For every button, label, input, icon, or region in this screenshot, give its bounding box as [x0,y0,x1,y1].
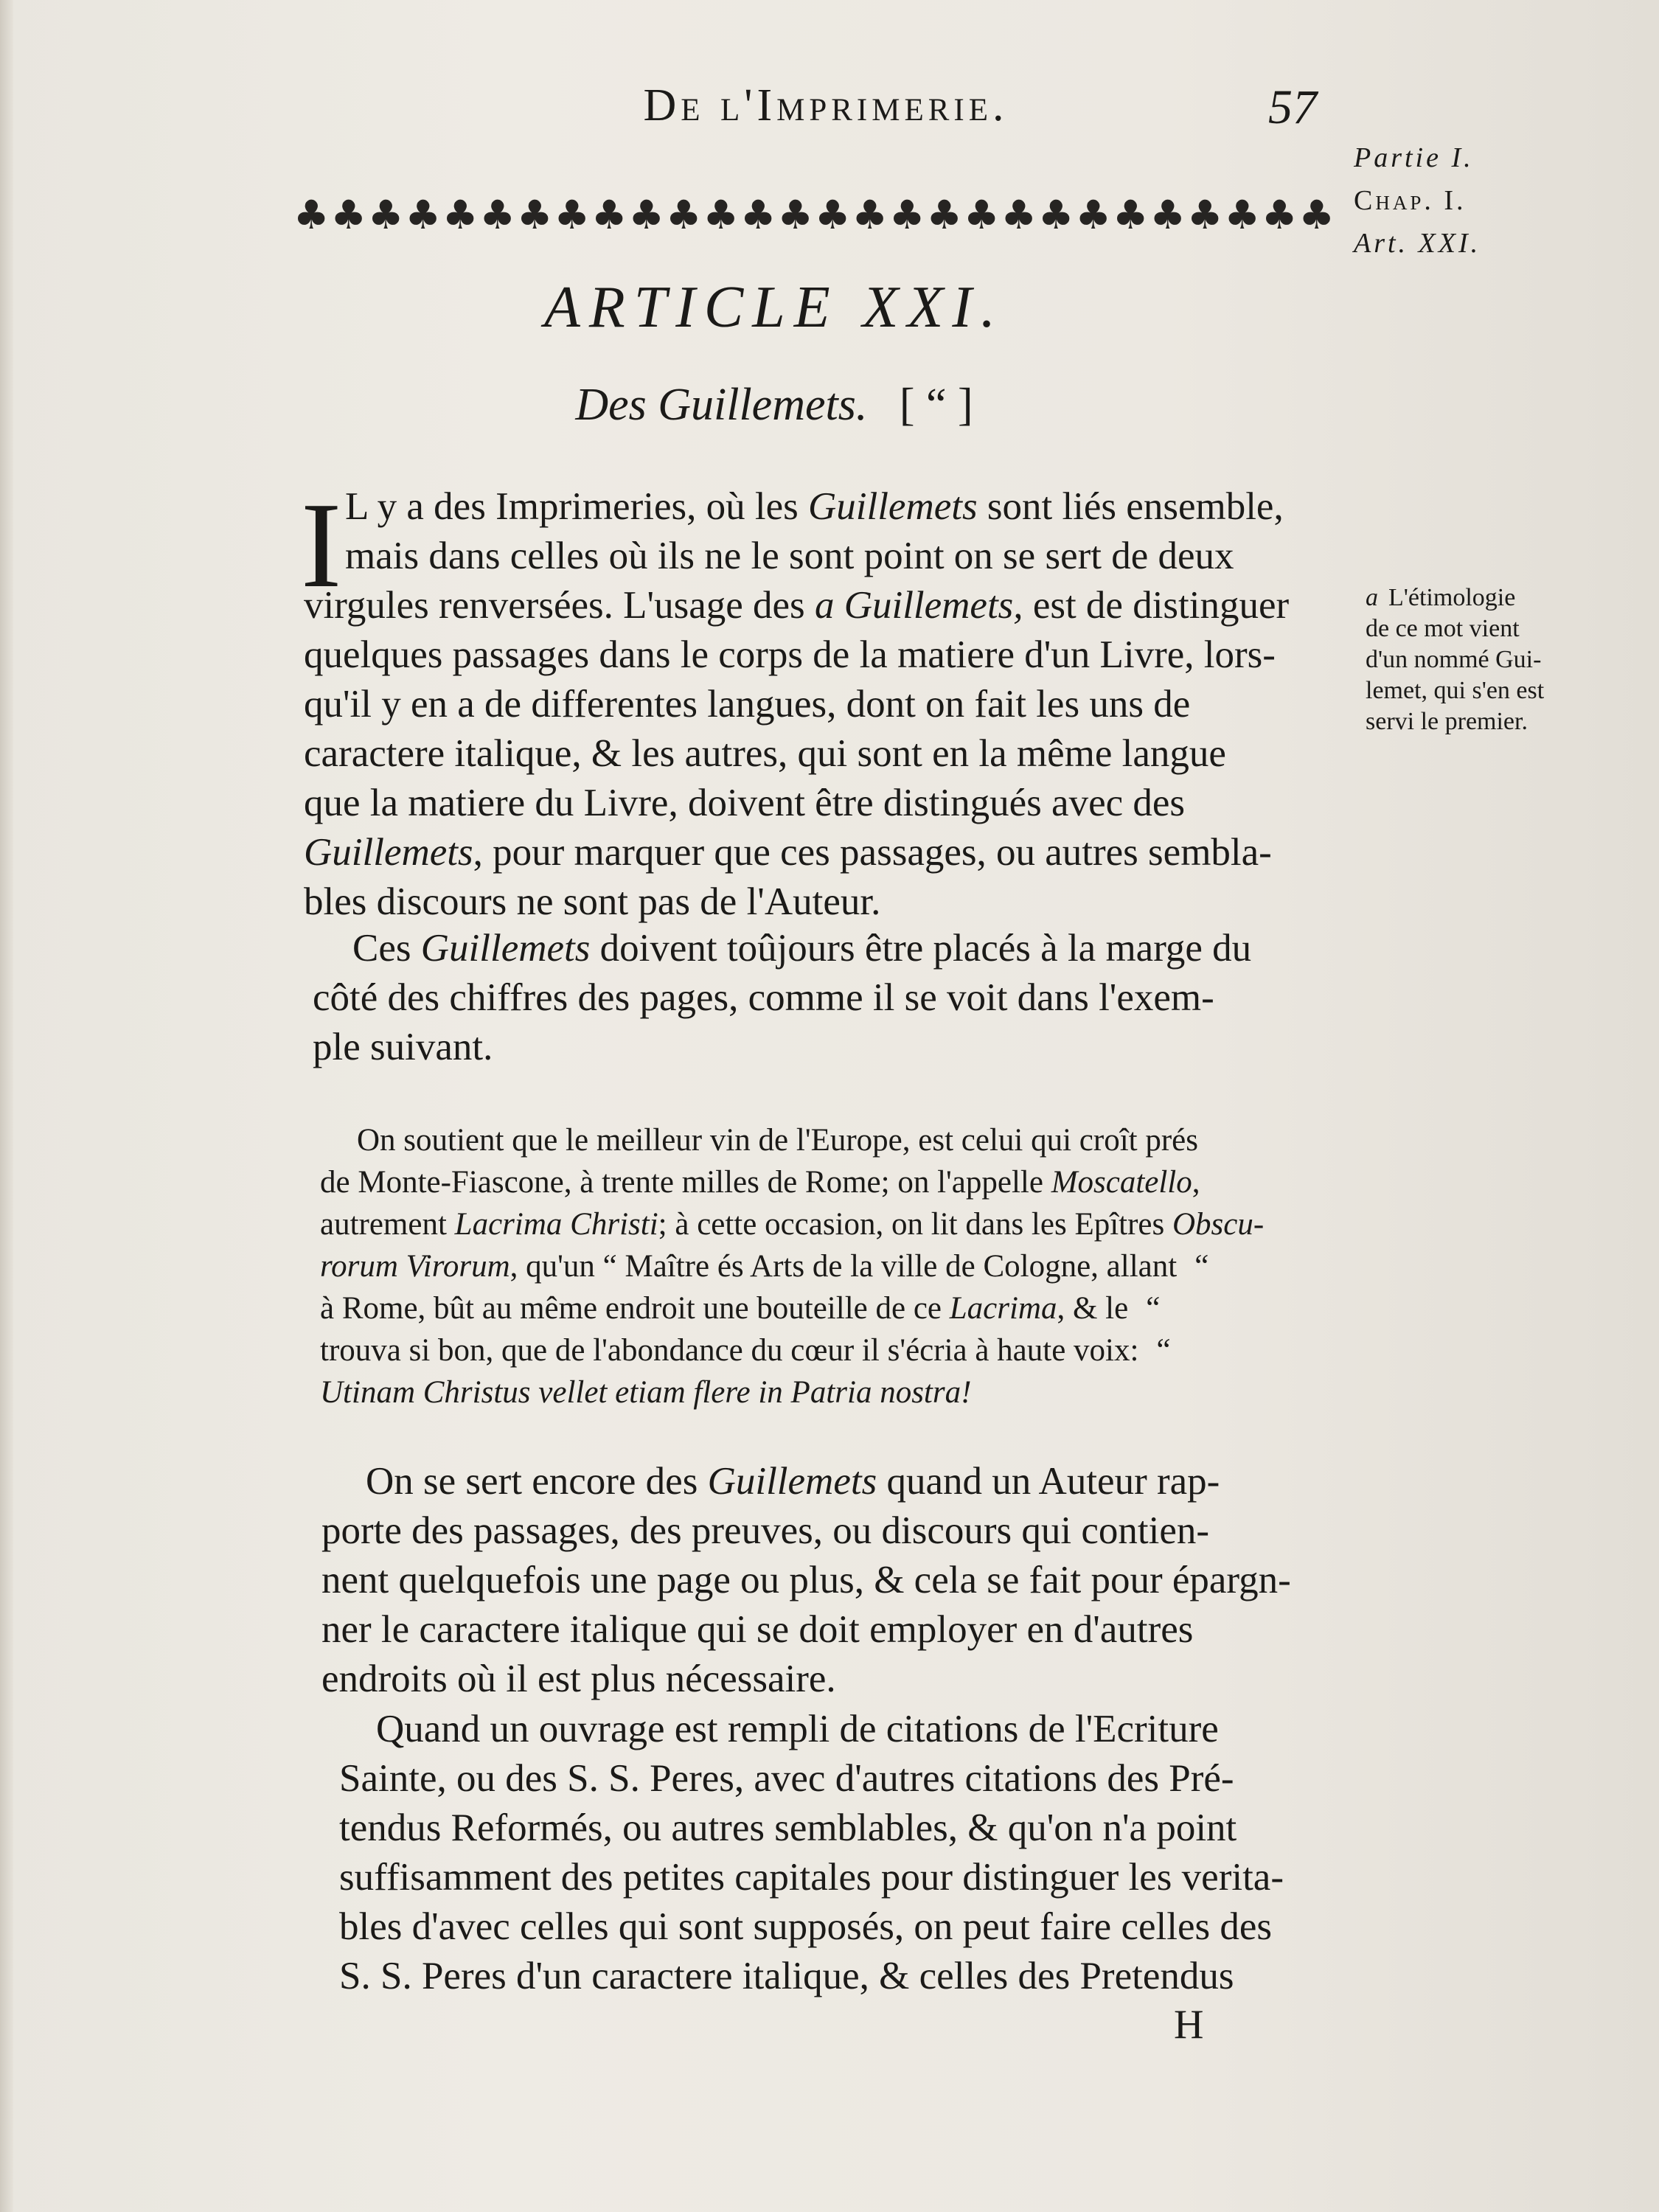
roman-text: côté des chiffres des pages, comme il se voit dans l'exem- [313,976,1214,1019]
side-note-line [1366,582,1601,613]
roman-text: virgules renversées. L'usage des [304,584,815,627]
paragraph-1 [304,482,1351,927]
roman-text: autrement [320,1207,455,1242]
margin-ref-partie: Partie I. [1354,142,1474,173]
text-line [304,680,1351,729]
quote-mark: “ [1194,1249,1209,1284]
ornament-glyph: ♣ [703,192,739,238]
roman-text: que la matiere du Livre, doivent être distingués avec des [304,782,1186,824]
roman-text: On se sert encore des [366,1460,708,1503]
margin-reference [1354,136,1634,265]
quote-mark: “ [1146,1291,1161,1326]
ornament-glyph: ♣ [926,192,962,238]
roman-text: On soutient que le meilleur vin de l'Europe, est celui qui croît prés [357,1123,1198,1158]
side-note-line [1366,644,1601,675]
quote-line [320,1119,1367,1161]
italic-text: Lacrima Christi [454,1207,658,1242]
text-line [321,1457,1368,1506]
ornament-glyph: ♣ [852,192,888,238]
roman-text: ; à cette occasion, on lit dans les Epîtres [658,1207,1172,1242]
ornament-rule [293,183,1335,239]
quote-line [320,1371,1367,1413]
ornament-glyph: ♣ [330,192,366,238]
quote-line [320,1287,1367,1329]
ornament-glyph: ♣ [1001,192,1037,238]
article-title: ARTICLE XXI. [544,275,1004,340]
side-note-text: d'un nommé Gui- [1366,646,1542,673]
roman-text: est de distinguer [1023,584,1290,627]
quote-mark: Obscu- [1172,1207,1265,1242]
roman-text: bles d'avec celles qui sont supposés, on peut faire celles des [339,1905,1272,1948]
side-note-line [1366,675,1601,706]
text-line [304,729,1351,779]
ornament-glyph: ♣ [1187,192,1223,238]
quote-line [320,1329,1367,1371]
paragraph-3 [321,1457,1368,1704]
roman-text: à Rome, bût au même endroit une bouteille de ce [320,1291,950,1326]
text-line [339,1754,1386,1804]
roman-text: , qu'un “ Maître és Arts de la ville de Cologne, allant [509,1249,1178,1284]
roman-text: sont liés ensemble, [977,485,1284,528]
ornament-glyph: ♣ [517,192,553,238]
quote-mark: “ [1156,1333,1171,1368]
page-number: 57 [1268,80,1317,134]
roman-text: Sainte, ou des S. S. Peres, avec d'autres citations des Pré- [339,1757,1234,1800]
ornament-glyph: ♣ [740,192,776,238]
quotation-example [320,1119,1367,1413]
ornament-glyph: ♣ [1075,192,1111,238]
text-line [304,581,1351,630]
italic-text: Lacrima [949,1291,1057,1326]
roman-text: doivent toûjours être placés à la marge du [590,927,1252,970]
catchword: H [1174,2002,1204,2048]
ornament-glyph: ♣ [368,192,404,238]
margin-ref-article: Art. XXI. [1354,228,1481,259]
ornament-glyph: ♣ [591,192,627,238]
italic-text: rorum Virorum [320,1249,510,1284]
subtitle-text: Des Guillemets. [575,380,868,430]
paragraph-4 [339,1705,1386,2001]
quote-line [320,1245,1367,1287]
text-line [321,1556,1368,1605]
italic-text: Guillemets [304,831,473,874]
ornament-glyph: ♣ [405,192,441,238]
ornament-glyph: ♣ [889,192,925,238]
ornament-glyph: ♣ [442,192,479,238]
subtitle-mark: [ “ ] [899,380,973,430]
roman-text: porte des passages, des preuves, ou discours qui contien- [321,1509,1209,1552]
roman-text: suffisamment des petites capitales pour distinguer les verita- [339,1856,1284,1899]
ornament-glyph: ♣ [1224,192,1260,238]
drop-cap: I [301,477,342,613]
page-edge [0,0,13,2212]
side-note [1366,582,1601,737]
margin-ref-chapitre: Chap. I. [1354,185,1467,216]
note-marker: a [1366,584,1378,611]
article-subtitle [413,379,1135,431]
roman-text: bles discours ne sont pas de l'Auteur. [304,880,881,923]
italic-text: Moscatello [1051,1165,1192,1200]
roman-text: caractere italique, & les autres, qui sont en la même langue [304,732,1226,775]
side-note-text: de ce mot vient [1366,615,1520,642]
ornament-glyph: ♣ [1298,192,1335,238]
ornament-glyph: ♣ [815,192,851,238]
roman-text: , pour marquer que ces passages, ou autres sembla- [473,831,1272,874]
text-line [304,630,1351,680]
italic-text: Guillemets [420,927,591,970]
ornament-glyph: ♣ [964,192,1000,238]
ornament-glyph: ♣ [1150,192,1186,238]
text-line [304,828,1351,877]
roman-text: , [1192,1165,1200,1200]
text-line [339,1804,1386,1853]
roman-text: nent quelquefois une page ou plus, & cela se fait pour épargn- [321,1559,1291,1601]
text-line [321,1506,1368,1556]
roman-text: S. S. Peres d'un caractere italique, & celles des Pretendus [339,1955,1234,1997]
ornament-glyph: ♣ [666,192,702,238]
quote-line [320,1203,1367,1245]
side-note-text: L'étimologie [1388,584,1516,611]
ornament-glyph: ♣ [554,192,590,238]
text-line [304,482,1351,532]
roman-text: tendus Reformés, ou autres semblables, & qu'on n'a point [339,1806,1237,1849]
text-line [304,532,1351,581]
roman-text: , & le [1057,1291,1129,1326]
roman-text: mais dans celles où ils ne le sont point on se sert de deux [345,535,1234,577]
roman-text: L y a des Imprimeries, où les [345,485,808,528]
text-line [304,779,1351,828]
text-line [339,1705,1386,1754]
text-line [339,1902,1386,1952]
paragraph-2 [313,924,1360,1072]
text-line [313,973,1360,1023]
ornament-glyph: ♣ [479,192,515,238]
italic-text: Utinam Christus vellet etiam flere in Patria nostra! [320,1375,972,1410]
ornament-glyph: ♣ [1038,192,1074,238]
ornament-glyph: ♣ [1262,192,1298,238]
ornament-glyph: ♣ [628,192,664,238]
roman-text: Ces [352,927,421,970]
running-head: De l'Imprimerie. [643,80,1009,131]
italic-text: Guillemets [707,1460,877,1503]
roman-text: endroits où il est plus nécessaire. [321,1658,836,1700]
side-note-text: servi le premier. [1366,708,1528,735]
roman-text: ner le caractere italique qui se doit employer en d'autres [321,1608,1194,1651]
side-note-line [1366,706,1601,737]
roman-text: qu'il y en a de differentes langues, dont on fait les uns de [304,683,1191,726]
italic-text: a Guillemets, [814,584,1023,627]
text-line [313,1023,1360,1072]
ornament-glyph: ♣ [293,192,330,238]
roman-text: Quand un ouvrage est rempli de citations de l'Ecriture [376,1708,1219,1750]
text-line [339,1853,1386,1902]
side-note-line [1366,613,1601,644]
text-line [313,924,1360,973]
roman-text: trouva si bon, que de l'abondance du cœur il s'écria à haute voix: [320,1333,1139,1368]
quote-line [320,1161,1367,1203]
roman-text: de Monte-Fiascone, à trente milles de Rome; on l'appelle [320,1165,1051,1200]
text-line [339,1952,1386,2001]
roman-text: quand un Auteur rap- [877,1460,1220,1503]
text-line [304,877,1351,927]
text-line [321,1655,1368,1704]
side-note-text: lemet, qui s'en est [1366,677,1545,704]
ornament-glyph: ♣ [777,192,813,238]
ornament-glyph: ♣ [1113,192,1149,238]
italic-text: Guillemets [807,485,978,528]
roman-text: quelques passages dans le corps de la matiere d'un Livre, lors- [304,633,1276,676]
text-line [321,1605,1368,1655]
roman-text: ple suivant. [313,1026,493,1068]
